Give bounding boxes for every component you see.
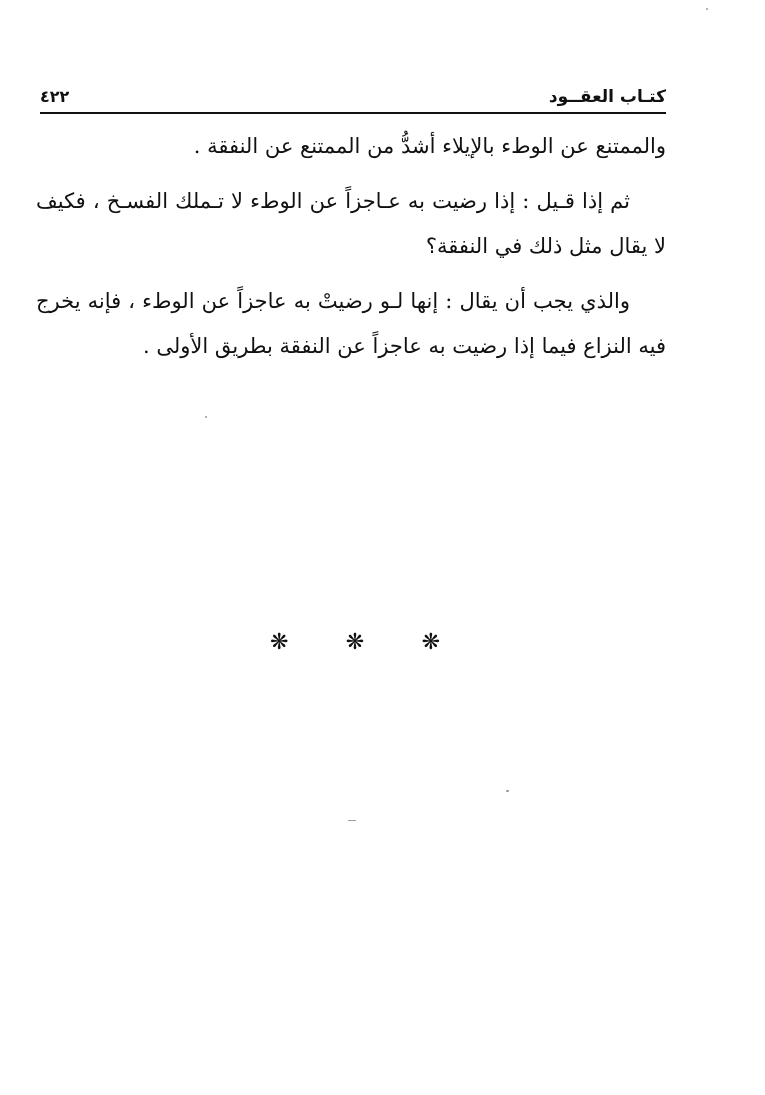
book-title: كتـاب العقــود bbox=[548, 87, 666, 107]
ornament-star-icon: ❋ bbox=[345, 630, 365, 655]
scan-speck bbox=[205, 416, 207, 418]
paragraph: والذي يجب أن يقال : إنها لـو رضيتْ به عاجزاً عن الوطء ، فإنه يخرج فيه النزاع فيما إذا رضيت به عاجزاً عن النفقة بطريق الأولى . bbox=[36, 289, 666, 358]
running-head bbox=[40, 80, 666, 108]
page-number: ٤٢٢ bbox=[40, 87, 70, 106]
header-rule bbox=[40, 112, 666, 114]
scan-speck bbox=[348, 820, 356, 821]
ornament-star-icon: ❋ bbox=[421, 630, 440, 655]
paragraph: والممتنع عن الوطء بالإيلاء أشدُّ من الممتنع عن النفقة . bbox=[193, 134, 666, 158]
paragraph: ثم إذا قـيل : إذا رضيت به عـاجزاً عن الوطء لا تـملك الفسـخ ، فكيف لا يقال مثل ذلك في النفقة؟ bbox=[36, 189, 666, 258]
ornament-star-icon: ❋ bbox=[270, 630, 289, 655]
body-text bbox=[36, 124, 666, 379]
scan-speck bbox=[506, 790, 509, 792]
scan-speck bbox=[706, 8, 708, 10]
section-ornament bbox=[270, 628, 440, 658]
